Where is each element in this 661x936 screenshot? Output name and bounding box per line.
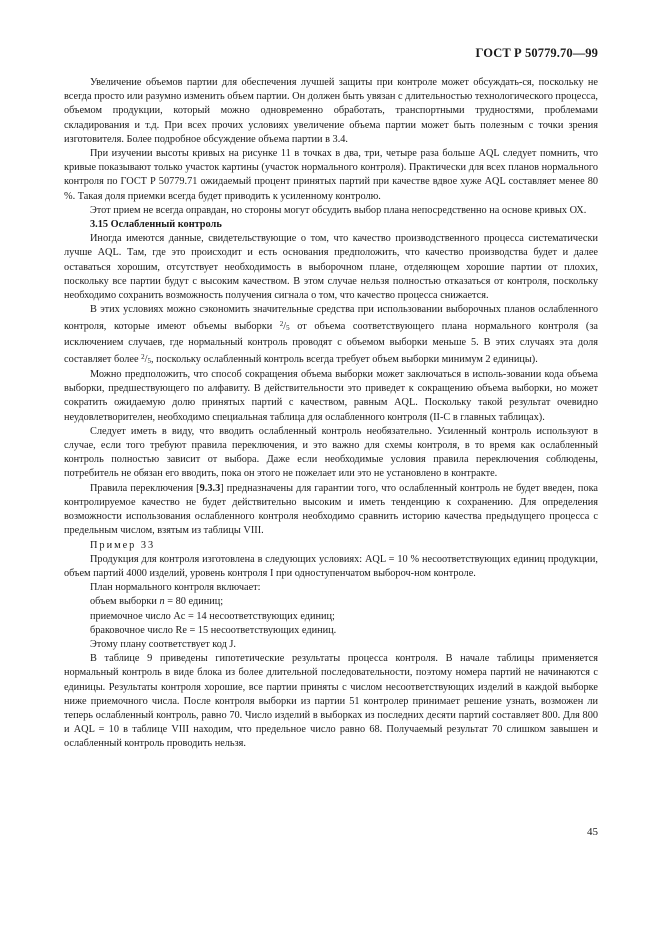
- page-number: 45: [587, 826, 598, 838]
- fraction-denominator: 5: [147, 356, 151, 365]
- paragraph: В таблице 9 приведены гипотетические результаты процесса контроля. В начале таблицы применяется нормальный контроль в виде блока из более длительной последовательности, поэтому номера партий не начинаются с единицы. Результаты контроля хорошие, все партии приняты с числом несоответствующих изделий в каждой выборке ниже приемочного числа. После контроля выборки из партии 51 контролер принимает решение узнать, возможен ли теперь ослабленный контроль, равно 70. Число изделий в выборках из последних десяти партий составляет 800. Для 800 и AQL = 10 в таблице VIII находим, что предельное число равно 68. Получаемый результат 70 слишком завышен и ослабленный контроль проводить нельзя.: [64, 653, 598, 750]
- text-run: ] предназначены для гарантии того, что ослабленный контроль не будет введен, пока контролируемое качество не будет действительно высоким и иметь тенденцию к сохранению. Для определения возможности использования ослабленного контроля необходимо сравнить историю качества предыдущего процесса с предельным числом, взятым из таблицы VIII.: [64, 482, 599, 537]
- paragraph: [64, 482, 598, 539]
- document-body: [64, 76, 598, 752]
- list-line: приемочное число Ac = 14 несоответствующих единиц;: [90, 610, 335, 622]
- paragraph: Этот прием не всегда оправдан, но стороны могут обсудить выбор плана непосредственно на основе кривых ОХ.: [90, 204, 587, 216]
- list-line: браковочное число Re = 15 несоответствующих единиц.: [90, 624, 337, 636]
- list-line: Этому плану соответствует код J.: [90, 638, 236, 650]
- paragraph: Можно предположить, что способ сокращения объема выборки может заключаться в исполь-зовании кода объема выборки, предшествующего по алфавиту. В действительности это приведет к сокращению объема выборки, но может сократить ожидаемую долю принятых партий с качеством, равным AQL. Поскольку такой результат очевидно неудовлетворителен, необходимо специальная таблица для ослабленного контроля (II-С в главных таблицах).: [64, 369, 598, 423]
- example-label: Пример 33: [90, 539, 156, 551]
- text-run: Правила переключения [: [90, 482, 200, 494]
- list-line: [64, 595, 598, 609]
- fraction-denominator: 5: [286, 324, 290, 333]
- text-run: , поскольку ослабленный контроль всегда требует объем выборки минимум 2 единицы).: [150, 353, 538, 365]
- paragraph: План нормального контроля включает:: [90, 582, 261, 594]
- paragraph: Следует иметь в виду, что вводить ослабленный контроль необязательно. Усиленный контроль используют в случае, если того требуют правила переключения, и это важно для схемы контроля, в то время как ослабленный контроль полностью зависит от выбора. Даже если необходимые условия правила переключения соблюдены, потребитель не обязан его вводить, пока он этого не пожелает или это не установлено в контракте.: [64, 425, 598, 480]
- text-run: В этих условиях можно сэкономить значительные средства при использовании выборочных планов ослабленного контроля, которые имеют объемы выборки: [64, 304, 598, 333]
- fraction-numerator: 2: [279, 320, 284, 329]
- document-header: ГОСТ Р 50779.70—99: [475, 46, 598, 60]
- variable: n: [159, 596, 165, 608]
- text-run: объем выборки: [90, 596, 160, 608]
- section-title: 3.15 Ослабленный контроль: [90, 219, 222, 231]
- paragraph: Увеличение объемов партии для обеспечения лучшей защиты при контроле может обсуждать-ся, поскольку не всегда просто или разумно изменить объем партии. Он должен быть увязан с длительностью технологического процесса, объемом продукции, который можно одновременно обработать, транспортными трудностями, проблемами складирования и т.д. При всех прочих условиях увеличение объема партии может быть полезным с точки зрения изготовителя. Более подробное обсуждение объема партии в 3.4.: [64, 77, 598, 145]
- text-run: от объема соответствующего плана нормального контроля (за исключением случаев, где нормальный контроль проводят с объемом выборки меньше 5. В этих случаях эта доля составляет более: [64, 321, 598, 365]
- paragraph: При изучении высоты кривых на рисунке 11 в точках в два, три, четыре раза больше AQL следует помнить, что кривые показывают только участок картины (участок нормального контроля). Практически для всех планов нормального контроля по ГОСТ Р 50779.71 ожидаемый процент принятых партий при качестве вдвое хуже AQL составляет менее 80 %. Такая доля приемки всегда будет приводить к усиленному контролю.: [64, 148, 598, 202]
- text-run: = 80 единиц;: [164, 596, 224, 608]
- paragraph: Иногда имеются данные, свидетельствующие о том, что качество производственного процесса систематически лучше AQL. Там, где это происходит и есть основания предположить, что качество производства будет и далее оставаться хорошим, отсутствует необходимость в выборочном плане, отделяющем хорошие партии от плохих, поскольку все партии будут с высоким качеством. В этом случае нельзя полностью отказаться от контроля, поскольку необходимо сохранить возможность получения сигнала о том, что качество процесса снижается.: [64, 233, 598, 302]
- paragraph: В этих условиях можно сэкономить значительные средства при использовании выборочных планов ослабленного контроля, которые имеют объемы выборки $^2$/5 от объема соответствующего плана нормального контроля (за исключением случаев, где нормальный контроль проводят с объемом выборки меньше 5. В этих случаях эта доля составляет более $^2$/5, поскольку ослабленный контроль всегда требует объем выборки минимум 2 единицы).: [64, 304, 598, 365]
- cross-reference: 9.3.3: [199, 482, 221, 494]
- paragraph: Продукция для контроля изготовлена в следующих условиях: AQL = 10 % несоответствующих единиц продукции, объем партий 4000 изделий, уровень контроля I при одноступенчатом выбороч-ном контроле.: [64, 553, 598, 579]
- fraction-numerator: 2: [141, 352, 145, 361]
